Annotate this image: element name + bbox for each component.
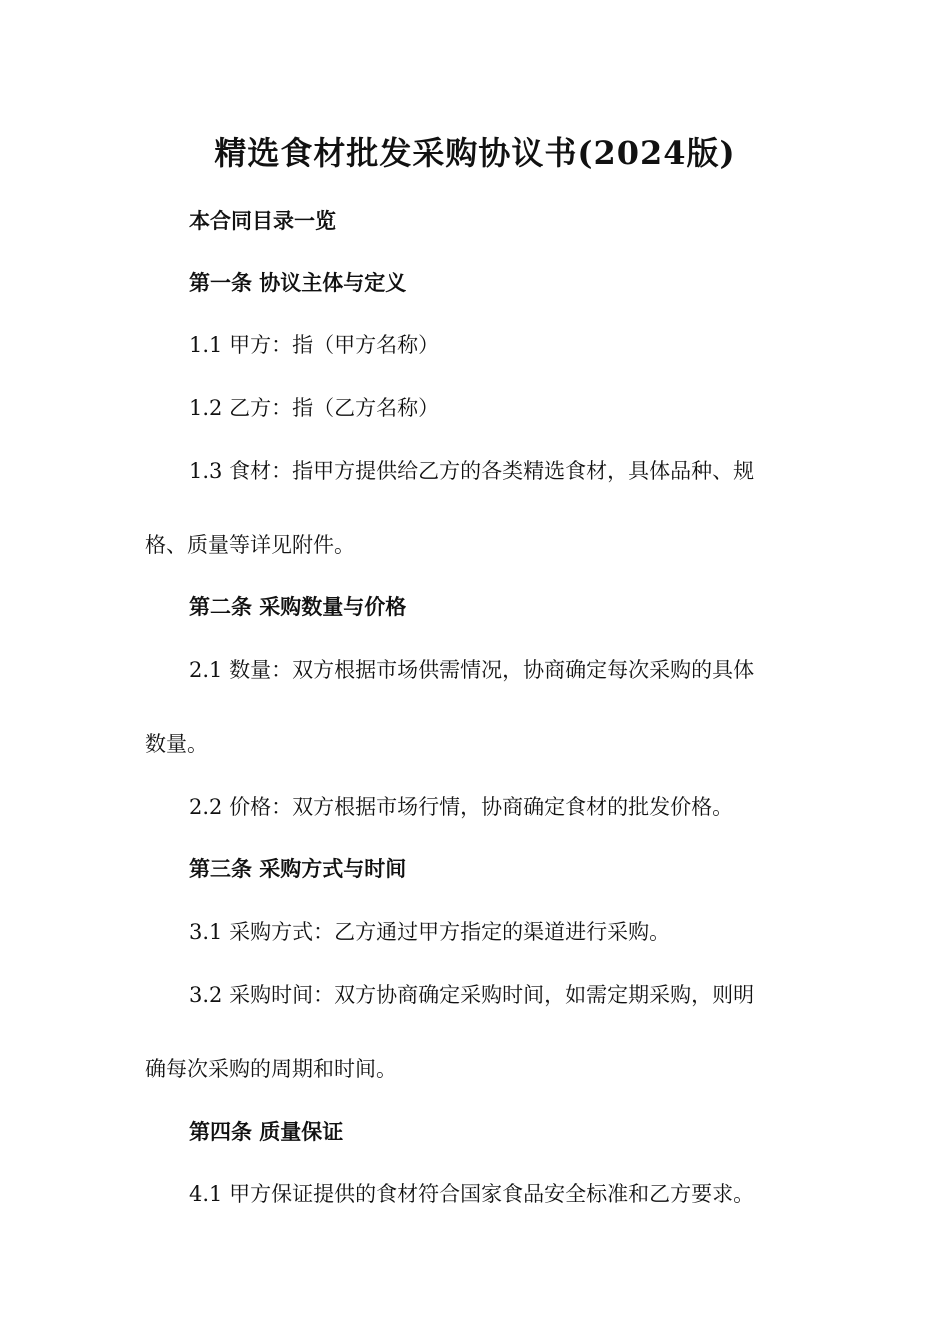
clause-3-2-line-1: 3.2 采购时间：双方协商确定采购时间，如需定期采购，则明 [189, 983, 755, 1007]
article-1-heading: 第一条 协议主体与定义 [189, 270, 407, 295]
clause-3-2-line-2: 确每次采购的周期和时间。 [145, 1057, 397, 1081]
article-2-heading: 第二条 采购数量与价格 [189, 594, 407, 619]
clause-4-1: 4.1 甲方保证提供的食材符合国家食品安全标准和乙方要求。 [189, 1182, 755, 1206]
clause-2-1-line-2: 数量。 [145, 732, 208, 756]
clause-2-2: 2.2 价格：双方根据市场行情，协商确定食材的批发价格。 [189, 795, 734, 819]
article-3-heading: 第三条 采购方式与时间 [189, 856, 407, 881]
clause-1-2: 1.2 乙方：指（乙方名称） [189, 396, 440, 420]
document-title: 精选食材批发采购协议书(2024版) [214, 134, 736, 172]
toc-heading: 本合同目录一览 [189, 208, 336, 233]
clause-1-3-line-2: 格、质量等详见附件。 [145, 533, 355, 557]
clause-1-3-line-1: 1.3 食材：指甲方提供给乙方的各类精选食材，具体品种、规 [189, 459, 755, 483]
clause-3-1: 3.1 采购方式：乙方通过甲方指定的渠道进行采购。 [189, 920, 671, 944]
clause-2-1-line-1: 2.1 数量：双方根据市场供需情况，协商确定每次采购的具体 [189, 658, 755, 682]
clause-1-1: 1.1 甲方：指（甲方名称） [189, 333, 440, 357]
article-4-heading: 第四条 质量保证 [189, 1119, 344, 1144]
